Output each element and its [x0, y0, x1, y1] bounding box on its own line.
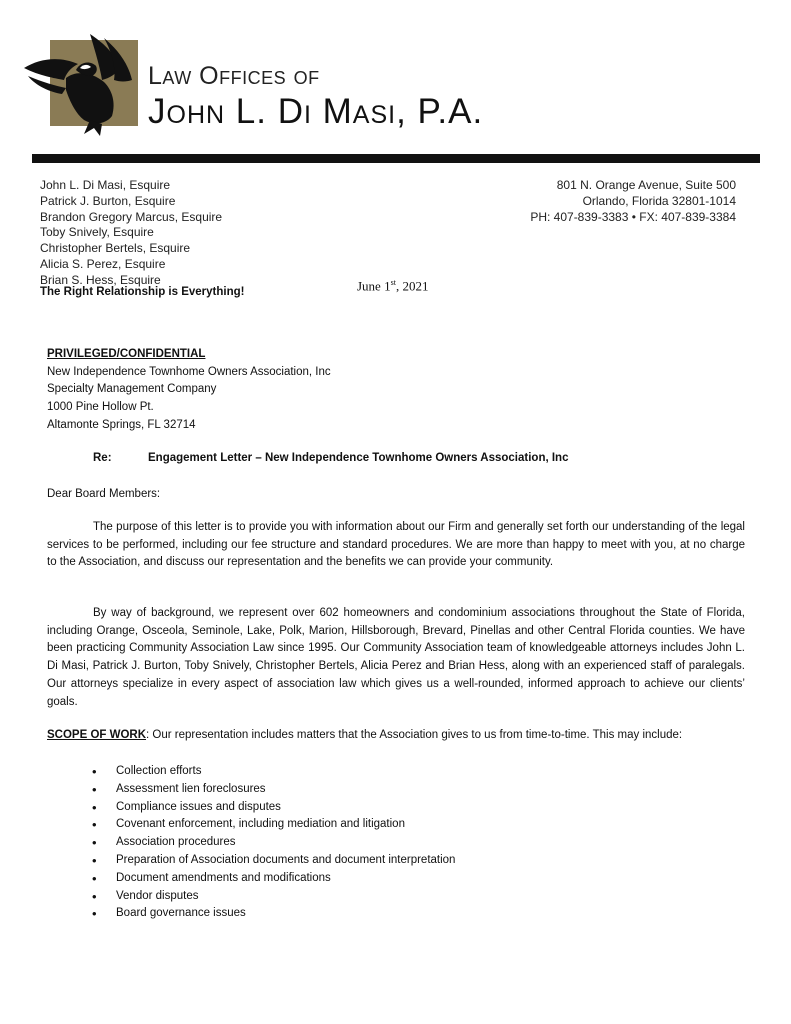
list-item: • Vendor disputes: [92, 888, 455, 906]
recipient-line: Specialty Management Company: [47, 383, 217, 396]
subject-label: Re:: [93, 452, 112, 464]
subject-text: Engagement Letter – New Independence Townhome Owners Association, Inc: [148, 452, 569, 464]
letter-date: [357, 278, 428, 294]
address-street: 801 N. Orange Avenue, Suite 500: [556, 178, 736, 192]
paragraph-purpose: The purpose of this letter is to provide you with information about our Firm and generally set forth our understanding of the legal services to be performed, including our fee structure and standard procedures. We are more than happy to meet with you, at no charge to the Association, and discuss our representation and the benefits we can provide your community.: [47, 521, 745, 569]
firm-name-line2: John L. Di Masi, P.A.: [148, 92, 484, 131]
list-item: • Preparation of Association documents and document interpretation: [92, 852, 455, 870]
date-year: , 2021: [395, 278, 429, 294]
header-divider: [32, 154, 760, 163]
eagle-logo-icon: [20, 28, 150, 138]
subject-line: [93, 452, 568, 464]
attorney-name: Patrick J. Burton, Esquire: [40, 193, 176, 208]
recipient-line: 1000 Pine Hollow Pt.: [47, 401, 154, 414]
list-item: • Document amendments and modifications: [92, 870, 455, 888]
scope-list: [92, 763, 455, 923]
attorney-name: John L. Di Masi, Esquire: [40, 178, 171, 192]
paragraph-background: By way of background, we represent over 602 homeowners and condominium associations throughout the State of Florida, including Orange, Osceola, Seminole, Lake, Polk, Marion, Hillsborough, Brevard, Pinellas and other Central Florida counties. We have been practicing Community Association Law since 1995. Our Community Association team of knowledgeable attorneys includes John L. Di Masi, Patrick J. Burton, Toby Snively, Christopher Bertels, Alicia Perez and Brian Hess, along with an experienced staff of paralegals. Our attorneys specialize in every aspect of association law which gives us a well-rounded, informed approach to achieve our clients’ goals.: [47, 607, 745, 708]
attorney-name: Alicia S. Perez, Esquire: [40, 256, 166, 271]
attorney-name: Brandon Gregory Marcus, Esquire: [40, 209, 223, 224]
scope-intro: : Our representation includes matters that the Association gives to us from time-to-time. This may include:: [146, 729, 683, 741]
recipient-block: [47, 346, 331, 435]
scope-heading: SCOPE OF WORK: [47, 729, 147, 741]
recipient-line: New Independence Townhome Owners Association, Inc: [47, 365, 331, 378]
address-phone-fax: PH: 407-839-3383 • FX: 407-839-3384: [530, 209, 736, 224]
attorney-name: Christopher Bertels, Esquire: [40, 241, 191, 256]
paragraph-scope: [47, 727, 745, 745]
salutation: Dear Board Members:: [47, 488, 161, 500]
confidential-label: PRIVILEGED/CONFIDENTIAL: [47, 348, 206, 360]
attorney-name: Toby Snively, Esquire: [40, 225, 154, 240]
address-city: Orlando, Florida 32801-1014: [582, 193, 736, 208]
firm-address: [530, 178, 736, 225]
list-item: • Association procedures: [92, 834, 455, 852]
firm-name-line1: Law Offices of: [148, 62, 320, 90]
list-item: • Covenant enforcement, including mediation and litigation: [92, 816, 455, 834]
list-item: • Board governance issues: [92, 905, 455, 923]
attorney-name: Brian S. Hess, Esquire: [40, 272, 161, 287]
list-item: • Assessment lien foreclosures: [92, 781, 455, 799]
list-item: • Compliance issues and disputes: [92, 799, 455, 817]
list-item: • Collection efforts: [92, 763, 455, 781]
attorney-list: [40, 178, 222, 289]
recipient-line: Altamonte Springs, FL 32714: [47, 418, 196, 431]
date-suffix: st: [390, 278, 396, 287]
date-month-day: June 1: [357, 278, 391, 294]
firm-tagline: The Right Relationship is Everything!: [40, 286, 245, 298]
